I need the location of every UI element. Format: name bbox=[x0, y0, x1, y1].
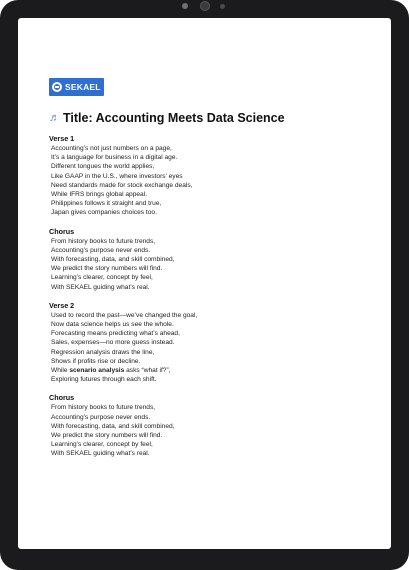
lyric-line: Different tongues the world applies, bbox=[51, 163, 155, 171]
lyric-line: Accounting’s purpose never ends. bbox=[51, 246, 151, 254]
section-heading: Verse 2 bbox=[49, 300, 75, 310]
lyric-line: Accounting’s purpose never ends. bbox=[51, 413, 151, 421]
lyric-line: Learning’s clearer, concept by feel, bbox=[51, 441, 153, 449]
page-title: Title: Accounting Meets Data Science bbox=[63, 111, 285, 125]
music-notes-icon: ♬ bbox=[49, 111, 60, 124]
lyric-line: Philippines follows it straight and true, bbox=[51, 200, 162, 208]
lyric-line: Sales, expenses—no more guess instead. bbox=[51, 339, 175, 347]
section-heading: Chorus bbox=[49, 226, 75, 236]
logo-text: SEKAEL bbox=[65, 82, 101, 92]
section-chorus-1 bbox=[49, 227, 369, 292]
document-page bbox=[18, 18, 391, 549]
light-sensor-icon bbox=[220, 4, 225, 9]
lyric-bold-term: scenario analysis bbox=[69, 367, 125, 375]
lyric-line-rich bbox=[49, 366, 369, 375]
sensor-icon bbox=[182, 3, 188, 9]
lyric-line: Shows if profits rise or decline. bbox=[51, 357, 141, 365]
lyric-line: Regression analysis draws the line, bbox=[51, 348, 155, 356]
lyric-line: Used to record the past—we’ve changed the goal, bbox=[51, 311, 198, 319]
lyric-line: Learning’s clearer, concept by feel, bbox=[51, 274, 153, 282]
lyric-line: Forecasting means predicting what’s ahead, bbox=[51, 330, 180, 338]
section-verse-2 bbox=[49, 301, 369, 385]
lyric-line: We predict the story numbers will find. bbox=[51, 265, 163, 273]
section-heading: Chorus bbox=[49, 393, 75, 403]
logo-mark-icon bbox=[52, 82, 62, 92]
lyric-line: From history books to future trends, bbox=[51, 404, 156, 412]
camera-bar bbox=[175, 1, 235, 11]
lyric-line: Need standards made for stock exchange deals, bbox=[51, 181, 193, 189]
lyric-prefix: While bbox=[51, 367, 70, 375]
lyric-line: With SEKAEL guiding what’s real. bbox=[51, 450, 150, 458]
lyric-line: We predict the story numbers will find. bbox=[51, 432, 163, 440]
lyric-line: Like GAAP in the U.S., where investors’ eyes bbox=[51, 172, 183, 180]
camera-icon bbox=[200, 1, 210, 11]
lyric-line: With forecasting, data, and skill combined, bbox=[51, 422, 175, 430]
lyric-suffix: asks “what if?”, bbox=[124, 367, 171, 375]
document-content bbox=[49, 78, 369, 459]
title-row bbox=[49, 111, 369, 125]
lyric-line: Japan gives companies choices too. bbox=[51, 209, 157, 217]
lyric-line: Now data science helps us see the whole. bbox=[51, 321, 174, 329]
lyric-line: With SEKAEL guiding what’s real. bbox=[51, 283, 150, 291]
lyric-line: Accounting’s not just numbers on a page, bbox=[51, 145, 172, 152]
lyric-line: From history books to future trends, bbox=[51, 237, 156, 245]
section-chorus-2 bbox=[49, 393, 369, 458]
sekael-logo bbox=[49, 78, 104, 96]
section-heading: Verse 1 bbox=[49, 134, 75, 143]
section-verse-1 bbox=[49, 134, 369, 218]
lyric-line: While IFRS brings global appeal. bbox=[51, 191, 148, 199]
lyric-line: With forecasting, data, and skill combined, bbox=[51, 256, 175, 264]
lyric-line: Exploring futures through each shift. bbox=[51, 376, 157, 384]
lyric-line: It’s a language for business in a digital age. bbox=[51, 154, 178, 162]
